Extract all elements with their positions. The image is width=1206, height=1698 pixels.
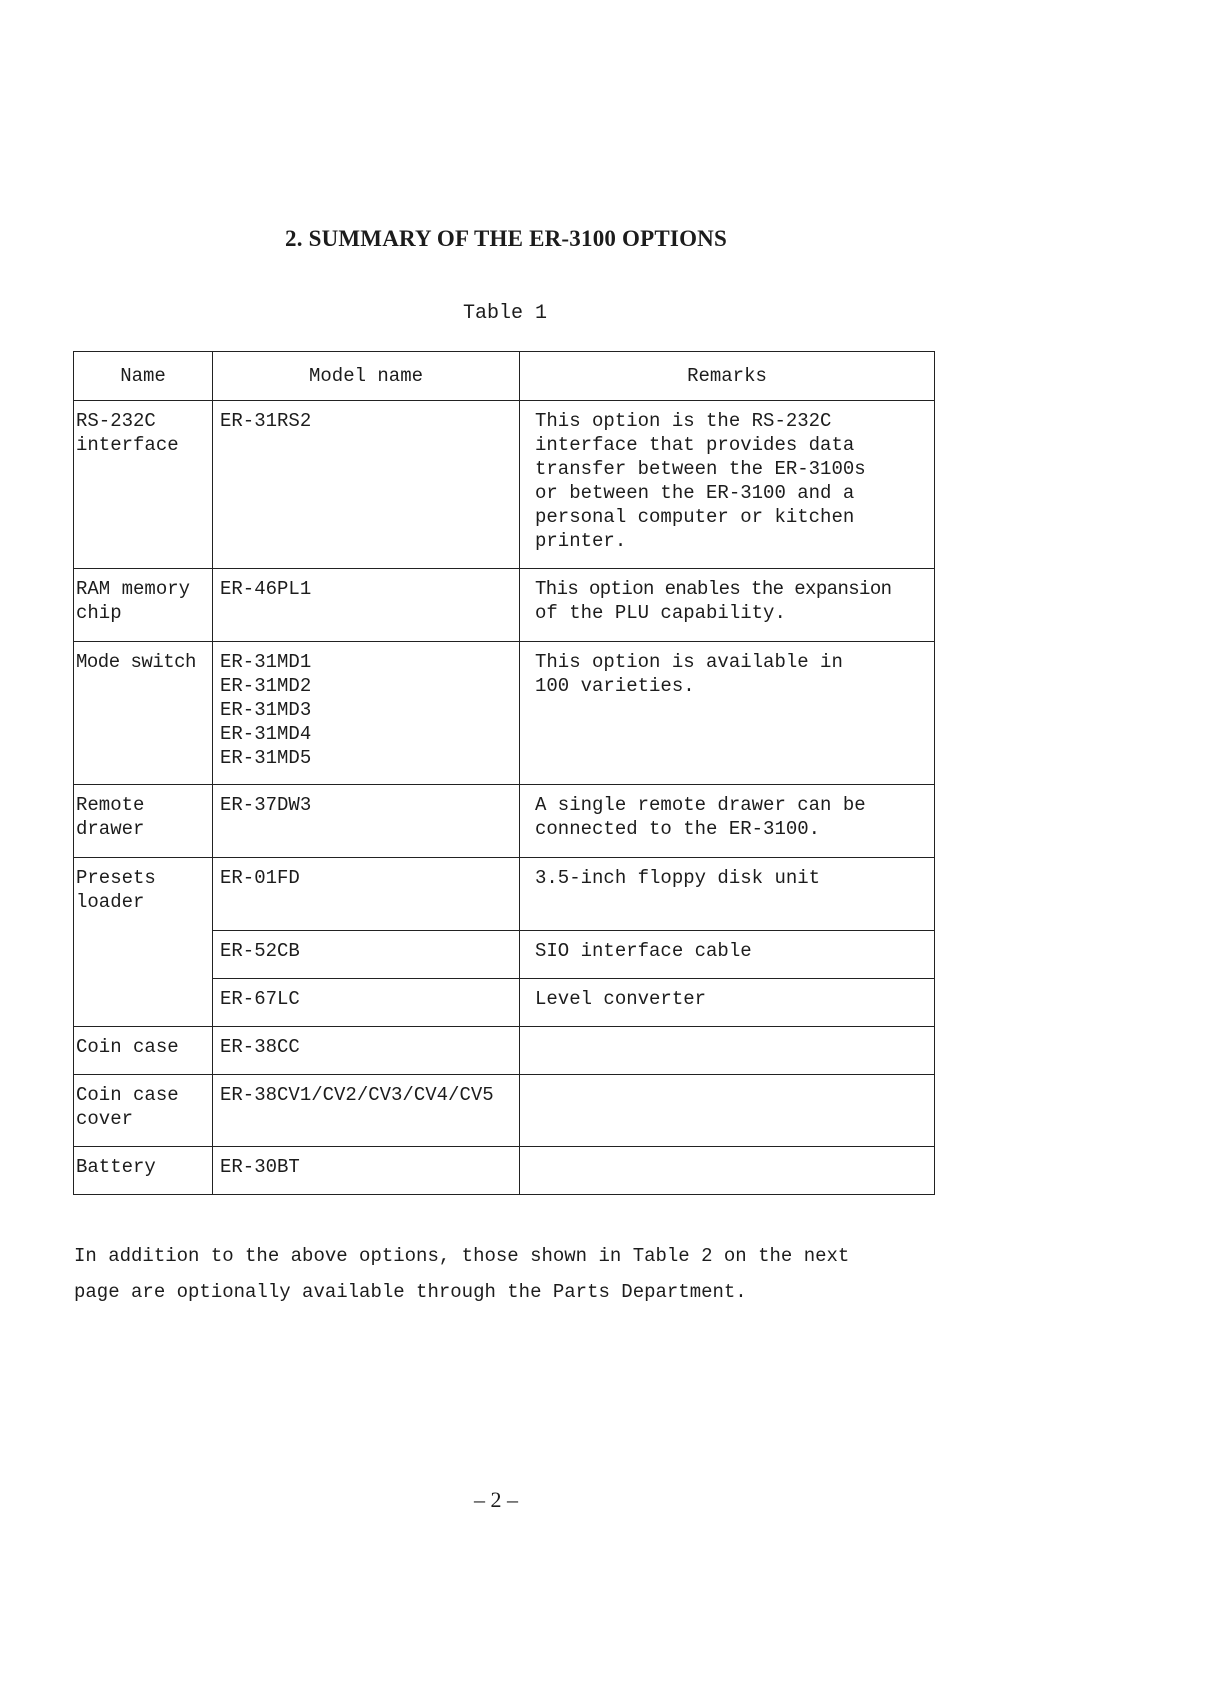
remarks-cell (520, 401, 935, 569)
model-text: ER-31RS2 (220, 410, 312, 432)
header-name: Name (74, 352, 213, 401)
model-cell (213, 1027, 520, 1075)
model-text: ER-31MD1 (220, 651, 312, 673)
model-text: ER-31MD3 (220, 699, 312, 721)
name-text: chip (76, 602, 122, 624)
remarks-text: or between the ER-3100 and a (535, 482, 855, 504)
name-text: drawer (76, 818, 145, 840)
name-text: RS-232C (76, 410, 156, 432)
name-cell (74, 569, 213, 642)
remarks-text: A single remote drawer can be (535, 794, 866, 816)
name-text: Coin case (76, 1036, 179, 1058)
remarks-cell (520, 1075, 935, 1147)
name-cell (74, 1147, 213, 1195)
remarks-text: Level converter (535, 988, 707, 1010)
name-text: cover (76, 1108, 134, 1130)
note-paragraph (74, 1238, 849, 1310)
model-text: ER-31MD2 (220, 675, 312, 697)
remarks-text: 3.5-inch floppy disk unit (535, 867, 821, 889)
remarks-cell (520, 569, 935, 642)
remarks-text: printer. (535, 530, 627, 552)
name-cell (74, 785, 213, 858)
table-row (74, 858, 935, 931)
name-text: loader (76, 891, 145, 913)
name-cell (74, 642, 213, 785)
name-text: Presets (76, 867, 156, 889)
remarks-text: SIO interface cable (535, 940, 752, 962)
remarks-text: transfer between the ER-3100s (535, 458, 866, 480)
model-cell (213, 642, 520, 785)
remarks-cell (520, 858, 935, 931)
table-header-row (74, 352, 935, 401)
table-row (74, 1075, 935, 1147)
model-cell (213, 931, 520, 979)
table-row (74, 785, 935, 858)
header-model-name: Model name (213, 352, 520, 401)
table-caption: Table 1 (463, 302, 548, 325)
name-cell (74, 858, 213, 1027)
model-text: ER-46PL1 (220, 578, 312, 600)
paragraph-line: page are optionally available through the Parts Department. (74, 1281, 747, 1303)
model-cell (213, 1147, 520, 1195)
remarks-text: This option is the RS-232C (535, 410, 832, 432)
page-title: 2. SUMMARY OF THE ER-3100 OPTIONS (285, 226, 727, 251)
name-cell (74, 1075, 213, 1147)
remarks-text: This option enables the expansion (535, 578, 892, 600)
remarks-text: connected to the ER-3100. (535, 818, 821, 840)
name-text: Battery (76, 1156, 156, 1178)
model-text: ER-30BT (220, 1156, 300, 1178)
remarks-cell (520, 785, 935, 858)
remarks-text: This option is available in (535, 651, 843, 673)
name-text: RAM memory (76, 578, 191, 600)
table-row (74, 1027, 935, 1075)
model-text: ER-38CV1/CV2/CV3/CV4/CV5 (220, 1084, 494, 1106)
remarks-cell (520, 1147, 935, 1195)
table-row (74, 401, 935, 569)
name-text: Mode switch (76, 651, 196, 673)
model-cell (213, 401, 520, 569)
remarks-text: interface that provides data (535, 434, 855, 456)
model-text: ER-52CB (220, 940, 300, 962)
name-text: interface (76, 434, 179, 456)
model-text: ER-38CC (220, 1036, 300, 1058)
remarks-text: 100 varieties. (535, 675, 695, 697)
model-text: ER-67LC (220, 988, 300, 1010)
remarks-cell (520, 931, 935, 979)
remarks-cell (520, 979, 935, 1027)
remarks-cell (520, 642, 935, 785)
model-cell (213, 858, 520, 931)
name-cell (74, 1027, 213, 1075)
model-cell (213, 1075, 520, 1147)
remarks-text: of the PLU capability. (535, 602, 786, 624)
name-text: Coin case (76, 1084, 179, 1106)
model-text: ER-31MD5 (220, 747, 312, 769)
model-cell (213, 569, 520, 642)
page-number: – 2 – (474, 1487, 518, 1512)
table-row (74, 569, 935, 642)
name-text: Remote (76, 794, 145, 816)
header-remarks: Remarks (520, 352, 935, 401)
model-cell (213, 785, 520, 858)
name-cell (74, 401, 213, 569)
model-text: ER-37DW3 (220, 794, 312, 816)
table-row (74, 1147, 935, 1195)
model-text: ER-01FD (220, 867, 300, 889)
table-row (74, 642, 935, 785)
model-text: ER-31MD4 (220, 723, 312, 745)
model-cell (213, 979, 520, 1027)
remarks-text: personal computer or kitchen (535, 506, 855, 528)
paragraph-line: In addition to the above options, those shown in Table 2 on the next (74, 1245, 850, 1267)
remarks-cell (520, 1027, 935, 1075)
options-table (73, 351, 935, 1195)
